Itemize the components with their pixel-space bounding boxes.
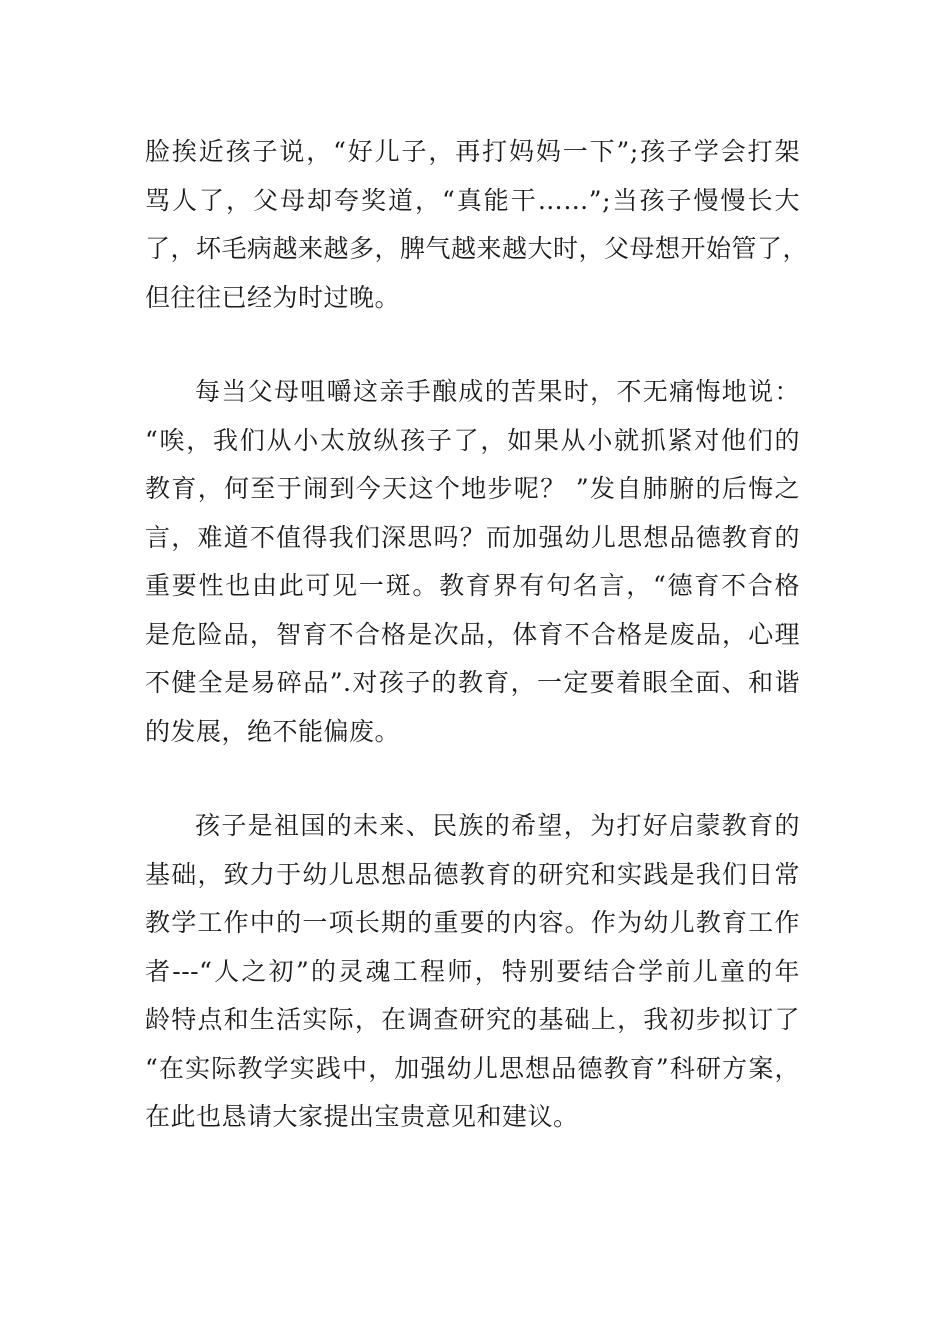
paragraph-1	[145, 128, 809, 322]
text-line: 不健全是易碎品”.对孩子的教育，一定要着眼全面、和谐	[145, 668, 800, 697]
paragraph-3	[145, 802, 800, 1142]
text-line: 骂人了，父母却夸奖道，“真能干……”;当孩子慢慢长大	[145, 185, 800, 215]
text-line: “唉，我们从小太放纵孩子了，如果从小就抓紧对他们的	[145, 425, 800, 455]
text-line: “在实际教学实践中，加强幼儿思想品德教育”科研方案，	[145, 1053, 800, 1083]
text-line: 了，坏毛病越来越多，脾气越来越大时，父母想开始管了，	[145, 234, 809, 263]
text-line: 脸挨近孩子说，“好儿子，再打妈妈一下”;孩子学会打架	[145, 137, 800, 166]
text-line: 每当父母咀嚼这亲手酿成的苦果时，不无痛悔地说：	[195, 377, 800, 406]
text-line: 教育，何至于闹到今天这个地步呢？ ”发自肺腑的后悔之	[145, 474, 800, 503]
text-line: 者---“人之初”的灵魂工程师，特别要结合学前儿童的年	[145, 956, 800, 986]
text-line: 但往往已经为时过晚。	[145, 282, 401, 312]
text-line: 是危险品，智育不合格是次品，体育不合格是废品，心理	[145, 619, 800, 649]
text-line: 龄特点和生活实际，在调查研究的基础上，我初步拟订了	[145, 1005, 800, 1034]
text-line: 在此也恳请大家提出宝贵意见和建议。	[145, 1102, 579, 1131]
text-line: 重要性也由此可见一斑。教育界有句名言，“德育不合格	[145, 571, 800, 600]
text-line: 言，难道不值得我们深思吗？而加强幼儿思想品德教育的	[145, 522, 800, 552]
text-line: 孩子是祖国的未来、民族的希望，为打好启蒙教育的	[195, 811, 800, 840]
text-line: 教学工作中的一项长期的重要的内容。作为幼儿教育工作	[145, 908, 800, 937]
text-line: 的发展，绝不能偏废。	[145, 716, 401, 746]
paragraph-2	[145, 368, 800, 756]
document-body	[145, 128, 809, 1188]
text-line: 基础，致力于幼儿思想品德教育的研究和实践是我们日常	[145, 859, 800, 889]
